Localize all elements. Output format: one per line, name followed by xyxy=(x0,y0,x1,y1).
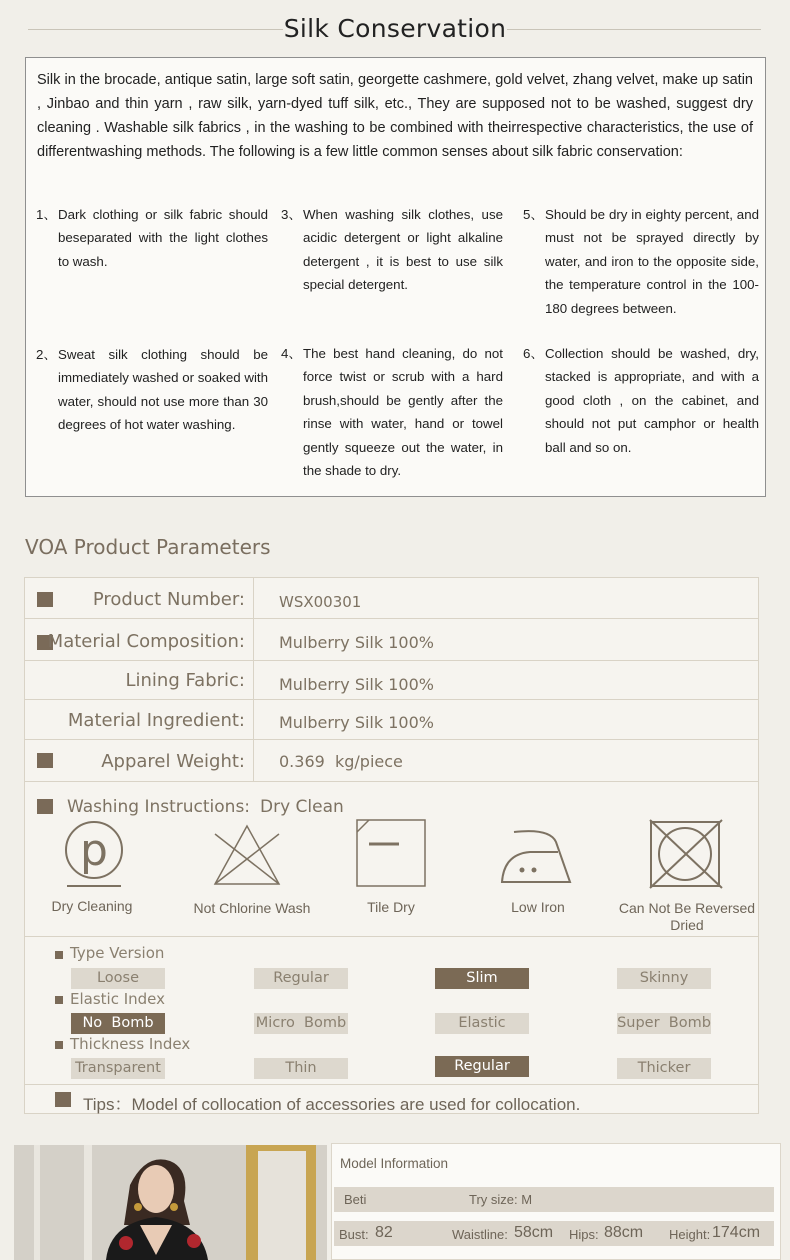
elastic-option-super-bomb[interactable]: Super Bomb xyxy=(617,1013,711,1034)
bullet-square xyxy=(55,1092,71,1107)
icon-label: Low Iron xyxy=(511,899,565,915)
param-label: Material Composition: xyxy=(47,631,245,652)
model-info-heading: Model Information xyxy=(340,1156,449,1171)
thickness-option-transparent[interactable]: Transparent xyxy=(71,1058,165,1079)
type-option-slim[interactable]: Slim xyxy=(435,968,529,989)
param-label: Apparel Weight: xyxy=(101,751,245,772)
type-option-skinny[interactable]: Skinny xyxy=(617,968,711,989)
washing-value: Dry Clean xyxy=(260,797,344,817)
tips-row xyxy=(25,1084,758,1113)
param-label: Product Number: xyxy=(92,589,245,610)
hips-value: 88cm xyxy=(604,1224,644,1241)
height-value: 174cm xyxy=(712,1224,761,1241)
bullet-square xyxy=(55,996,63,1004)
param-row-apparel-weight xyxy=(25,740,758,782)
params-table xyxy=(24,577,759,1114)
type-version-label: Type Version xyxy=(70,944,165,962)
conservation-item-text: Sweat silk clothing should be immediately washed or soaked with water, should not use more than 30 degrees of hot water washing. xyxy=(58,347,268,433)
can-not-be-reversed-dried-icon xyxy=(648,818,724,890)
waist-label: Waistline: xyxy=(452,1227,508,1242)
bullet-square xyxy=(37,592,53,607)
param-row-material-ingredient xyxy=(25,700,758,740)
icon-label: Can Not Be Reversed Dried xyxy=(618,900,756,933)
icon-label: Not Chlorine Wash xyxy=(193,900,311,916)
conservation-item-text: Collection should be washed, dry, stacked is appropriate, and with a good cloth , on the cabinet, and should not put camphor or health ball and so on. xyxy=(545,346,759,455)
height-label: Height: xyxy=(669,1227,711,1242)
conservation-item-4: 4、 The best hand cleaning, do not force twist or scrub with a hard brush,should be gently after the rinse with water, hand or towel gently squeeze out the water, in the shade to dry. xyxy=(281,342,503,482)
conservation-title: Silk Conservation xyxy=(283,14,507,43)
param-value: Mulberry Silk 100% xyxy=(279,713,434,732)
param-row-lining-fabric xyxy=(25,661,758,700)
param-value: 0.369 kg/piece xyxy=(279,752,403,771)
washing-label: Washing Instructions: xyxy=(67,797,251,817)
conservation-item-text: Should be dry in eighty percent, and must not be sprayed directly by water, and iron to the opposite side, the temperature control in the 100-180 degrees between. xyxy=(545,207,759,316)
waist-value: 58cm xyxy=(514,1224,554,1241)
elastic-option-no-bomb[interactable]: No Bomb xyxy=(71,1013,165,1034)
low-iron-icon xyxy=(500,824,574,886)
conservation-item-text: Dark clothing or silk fabric should beseparated with the light clothes to wash. xyxy=(58,207,268,269)
bullet-square xyxy=(55,1041,63,1049)
model-photo-illustration xyxy=(14,1145,327,1260)
param-label: Material Ingredient: xyxy=(67,710,245,731)
bullet-square xyxy=(37,799,53,814)
param-value: WSX00301 xyxy=(279,593,362,611)
svg-text:p: p xyxy=(80,825,108,876)
conservation-item-3: 3、 When washing silk clothes, use acidic detergent or light alkaline detergent , it is best to use silk special detergent. xyxy=(281,203,503,297)
model-name-bar xyxy=(334,1187,774,1212)
elastic-option-elastic[interactable]: Elastic xyxy=(435,1013,529,1034)
type-option-loose[interactable]: Loose xyxy=(71,968,165,989)
bullet-square xyxy=(55,951,63,959)
tips-text: Tips：Model of collocation of accessories are used for collocation. xyxy=(83,1095,581,1114)
model-info-box xyxy=(331,1143,781,1260)
param-label: Lining Fabric: xyxy=(125,670,245,691)
conservation-item-5: 5、 Should be dry in eighty percent, and must not be sprayed directly by water, and iron to the opposite side, the temperature control in the 100-180 degrees between. xyxy=(523,203,759,320)
model-measure-bar xyxy=(334,1221,774,1246)
thickness-option-regular[interactable]: Regular xyxy=(435,1056,529,1077)
conservation-item-2: 2、 Sweat silk clothing should be immediately washed or soaked with water, should not use more than 30 degrees of hot water washing. xyxy=(36,343,268,437)
bust-label: Bust: xyxy=(339,1227,369,1242)
model-try-size: Try size: M xyxy=(469,1192,533,1207)
params-title: VOA Product Parameters xyxy=(25,535,271,559)
param-value: Mulberry Silk 100% xyxy=(279,675,434,694)
type-option-regular[interactable]: Regular xyxy=(254,968,348,989)
conservation-intro: Silk in the brocade, antique satin, large soft satin, georgette cashmere, gold velvet, zhang velvet, make up satin , Jinbao and thin yarn , raw silk, yarn-dyed tuff silk, etc., They are supposed not to be washed, suggest dry cleaning . Washable silk fabrics , in the washing to be combined with theirrespective characteristics, the use of differentwashing methods. The following is a few little common senses about silk fabric conservation: xyxy=(37,72,753,160)
param-value: Mulberry Silk 100% xyxy=(279,633,434,652)
model-name: Beti xyxy=(344,1192,367,1207)
icon-label: Tile Dry xyxy=(367,899,415,915)
conservation-box xyxy=(25,57,766,497)
conservation-item-1: 1、 Dark clothing or silk fabric should beseparated with the light clothes to wash. xyxy=(36,203,268,273)
param-row-product-number xyxy=(25,578,758,619)
hips-label: Hips: xyxy=(569,1227,599,1242)
thickness-option-thin[interactable]: Thin xyxy=(254,1058,348,1079)
washing-instructions-section xyxy=(25,782,758,937)
thickness-option-thicker[interactable]: Thicker xyxy=(617,1058,711,1079)
not-chlorine-wash-icon xyxy=(211,822,283,888)
conservation-item-6: 6、 Collection should be washed, dry, stacked is appropriate, and with a good cloth , on the cabinet, and should not put camphor or health ball and so on. xyxy=(523,342,759,459)
tile-dry-icon xyxy=(355,818,427,888)
dry-cleaning-icon xyxy=(63,820,125,890)
conservation-item-text: When washing silk clothes, use acidic detergent or light alkaline detergent , it is best to use silk special detergent. xyxy=(303,207,503,293)
conservation-item-text: The best hand cleaning, do not force twist or scrub with a hard brush,should be gently after the rinse with water, hand or towel gently squeeze out the water, in the shade to dry. xyxy=(303,346,503,479)
icon-label: Dry Cleaning xyxy=(51,898,133,914)
model-photo xyxy=(14,1145,327,1260)
bust-value: 82 xyxy=(375,1224,393,1241)
thickness-index-label: Thickness Index xyxy=(70,1035,191,1053)
bullet-square xyxy=(37,753,53,768)
param-row-material-composition xyxy=(25,619,758,661)
elastic-option-micro-bomb[interactable]: Micro Bomb xyxy=(254,1013,348,1034)
elastic-index-label: Elastic Index xyxy=(70,990,166,1008)
